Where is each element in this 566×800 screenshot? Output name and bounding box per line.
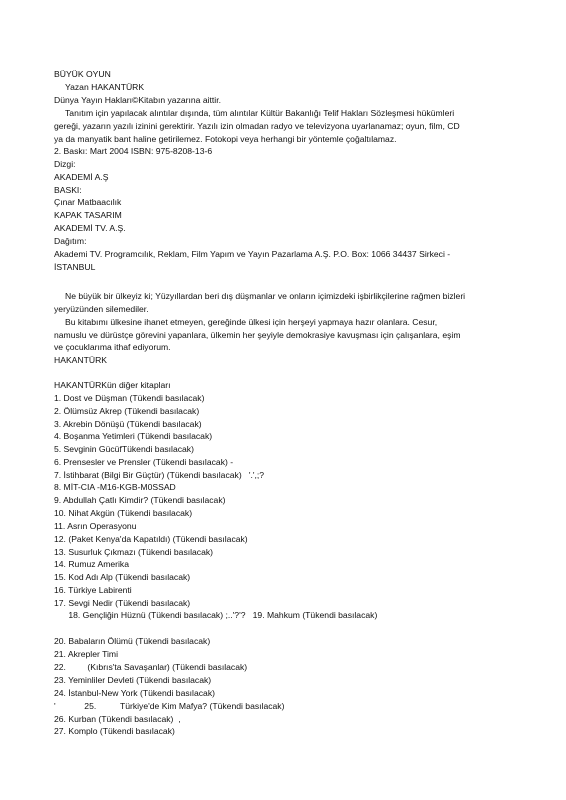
book-list-item: 10. Nihat Akgün (Tükendi basılacak) (54, 508, 193, 518)
book-list-item: 7. İstihbarat (Bilgi Bir Güçtür) (Tükendi basılacak) '.',;? (54, 470, 265, 480)
book-list-item: 3. Akrebin Dönüşü (Tükendi basılacak) (54, 419, 202, 429)
book-list-item: 26. Kurban (Tükendi basılacak) , (54, 714, 181, 724)
book-list-item: 23. Yeminliler Devleti (Tükendi basılacak) (54, 675, 212, 685)
author-line: Yazan HAKANTÜRK (65, 82, 145, 92)
book-list-item: 12. (Paket Kenya'da Kapatıldı) (Tükendi basılacak) (54, 534, 248, 544)
dedication-line: ve çocuklarıma ithaf ediyorum. (54, 342, 171, 352)
book-list-item: 22. (Kıbrıs'ta Savaşanlar) (Tükendi basılacak) (54, 662, 248, 672)
dedication-line: namuslu ve dürüstçe görevini yapanlara, ülkemin her şeyiyle demokrasiye kavuşması için çalışanlara, eşim (54, 330, 461, 340)
book-title: BÜYÜK OYUN (54, 69, 111, 79)
typeset-label: Dizgi: (54, 159, 76, 169)
book-list-item: 8. MİT-CIA -M16-KGB-M0SSAD (54, 482, 176, 492)
book-list-item: 14. Rumuz Amerika (54, 559, 129, 569)
book-list-item: 5. Sevginin GücüfTükendi basılacak) (54, 444, 194, 454)
distribution-city: İSTANBUL (54, 262, 96, 272)
distribution-label: Dağıtım: (54, 236, 87, 246)
cover-label: KAPAK TASARIM (54, 210, 122, 220)
book-list-item: 13. Susurluk Çıkmazı (Tükendi basılacak) (54, 547, 214, 557)
book-list-item: 27. Komplo (Tükendi basılacak) (54, 726, 175, 736)
book-list-item: 15. Kod Adı Alp (Tükendi basılacak) (54, 572, 191, 582)
cover-value: AKADEMİ TV. A.Ş. (54, 223, 126, 233)
book-list-item: 24. İstanbul-New York (Tükendi basılacak) (54, 688, 215, 698)
book-list-item: ' 25. Türkiye'de Kim Mafya? (Tükendi basılacak) (54, 701, 285, 711)
book-list-item: 21. Akrepler Timi (54, 649, 118, 659)
book-list-item: 2. Ölümsüz Akrep (Tükendi basılacak) (54, 406, 200, 416)
book-list-item: 16. Türkiye Labirenti (54, 585, 132, 595)
copyright-line: gereği, yazarın yazılı izinini gerektirir. Yazılı izin olmadan radyo ve televizyona uyarlanamaz; oyun, film, CD (54, 121, 460, 131)
distribution-value: Akademi TV. Programcılık, Reklam, Film Yapım ve Yayın Pazarlama A.Ş. P.O. Box: 1066 34437 Sirkeci - (54, 249, 451, 259)
book-list-item: 11. Asrın Operasyonu (54, 521, 137, 531)
book-list-item: 17. Sevgi Nedir (Tükendi basılacak) (54, 598, 191, 608)
book-list-item: 6. Prensesler ve Prensler (Tükendi basılacak) - (54, 457, 234, 467)
books-heading: HAKANTÜRKün diğer kitapları (54, 380, 171, 390)
print-label: BASKI: (54, 185, 82, 195)
dedication-line: Ne büyük bir ülkeyiz ki; Yüzyıllardan beri dış düşmanlar ve onların içimizdeki işbirlikçilerine rağmen bizleri (65, 291, 466, 301)
book-list-item: 1. Dost ve Düşman (Tükendi basılacak) (54, 393, 205, 403)
book-list-item: 18. Gençliğin Hüznü (Tükendi basılacak) ;..'?'? 19. Mahkum (Tükendi basılacak) (54, 610, 378, 620)
dedication-signature: HAKANTÜRK (54, 355, 108, 365)
print-value: Çınar Matbaacılık (54, 197, 122, 207)
book-list-item: 20. Babaların Ölümü (Tükendi basılacak) (54, 636, 211, 646)
dedication-line: Bu kitabımı ülkesine ihanet etmeyen, gereğinde ülkesi için herşeyi yapmaya hazır olanlara. Cesur, (65, 317, 438, 327)
edition-line: 2. Baskı: Mart 2004 ISBN: 975-8208-13-6 (54, 146, 213, 156)
copyright-line: Dünya Yayın Hakları©Kitabın yazarına aittir. (54, 95, 221, 105)
typeset-value: AKADEMİ A.Ş (54, 172, 109, 182)
copyright-line: ya da manyatik bant haline getirilemez. Fotokopi veya herhangi bir yöntemle çoğaltılamaz. (54, 134, 397, 144)
copyright-line: Tanıtım için yapılacak alıntılar dışında, tüm alıntılar Kültür Bakanlığı Telif Hakları Sözleşmesi hükümleri (65, 108, 455, 118)
dedication-line: yeryüzünden silemediler. (54, 304, 149, 314)
book-list-item: 4. Boşanma Yetimleri (Tükendi basılacak) (54, 431, 213, 441)
book-list-item: 9. Abdullah Çatlı Kimdir? (Tükendi basılacak) (54, 495, 226, 505)
